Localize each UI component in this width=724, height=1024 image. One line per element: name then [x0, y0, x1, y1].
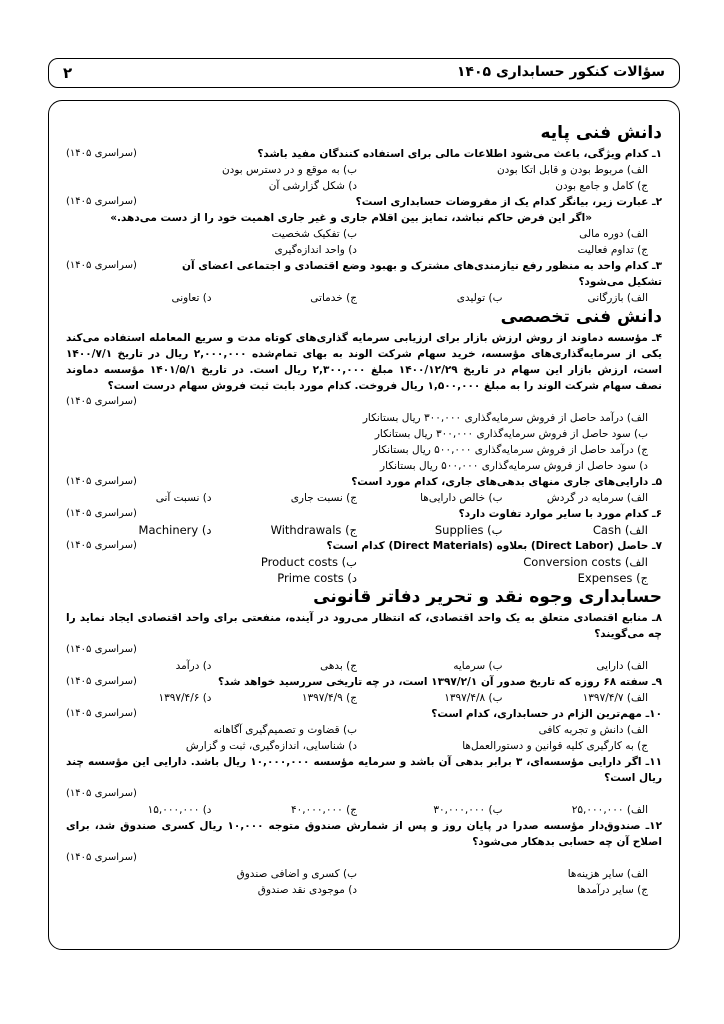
options-row — [66, 242, 662, 258]
section-title-specialized: دانش فنی تخصصی — [500, 307, 662, 327]
option-d: د) ۱۵,۰۰۰,۰۰۰ — [147, 804, 212, 816]
option-b: ب) Product costs — [260, 555, 357, 569]
option-c: ج) بدهی — [320, 660, 357, 672]
option-a: الف) Cash — [592, 523, 648, 537]
option-a: الف) سایر هزینه‌ها — [567, 868, 648, 880]
option-d: د) ۱۳۹۷/۴/۶ — [158, 692, 212, 704]
option-b: ب) سود حاصل از فروش سرمایه‌گذاری ۳۰۰,۰۰۰ ریال بستانکار — [374, 428, 648, 440]
question-text: ۲ـ عبارت زیر، بیانگر کدام یک از مفروضات حسابداری است؟ — [355, 196, 662, 208]
option-d: د) شناسایی، اندازه‌گیری، ثبت و گزارش — [185, 740, 357, 752]
question-text: ۸ـ منابع اقتصادی متعلق به یک واحد اقتصادی، که انتظار می‌رود در آینده، منفعتی برای واحد اقتصادی ایجاد نماید را چه می‌گویند؟ — [66, 612, 662, 640]
option-a: الف) بازرگانی — [587, 292, 648, 304]
option-c: ج) Withdrawals — [270, 523, 357, 537]
question-text: ۴ـ مؤسسه دماوند از روش ارزش بازار برای ارزیابی سرمایه گذاری‌های کوتاه مدت و سریع المعامله استفاده می‌کند یکی از سرمایه‌گذاری‌های مؤسسه، خرید سهام شرکت الوند به بهای تمام‌شده ۲,۰۰۰,۰۰۰ ریال در تاریخ ۱۴۰۰/۷/۱ است، ارزش بازار این سهام در تاریخ ۱۴۰۰/۱۲/۲۹ مبلغ ۲,۳۰۰,۰۰۰ ریال است. در تاریخ ۱۴۰۱/۵/۱ مؤسسه دماوند نصف سهام شرکت الوند را به مبلغ ۱,۵۰۰,۰۰۰ ریال فروخت. کدام مورد بابت ثبت فروش سهام درست است؟ — [66, 332, 662, 392]
option-c: ج) درآمد حاصل از فروش سرمایه‌گذاری ۵۰۰,۰۰۰ ریال بستانکار — [373, 444, 648, 456]
exam-tag: (سراسری ۱۴۰۵) — [66, 540, 137, 551]
option-c: ج) خدماتی — [310, 292, 357, 304]
option-a: الف) دارایی — [596, 660, 648, 672]
question-10 — [66, 706, 662, 722]
question-9 — [66, 674, 662, 690]
question-11 — [66, 754, 662, 786]
option-b: ب) ۱۳۹۷/۴/۸ — [444, 692, 503, 704]
option-b: ب) Supplies — [434, 523, 503, 537]
option-a: الف) درآمد حاصل از فروش سرمایه‌گذاری ۳۰۰,۰۰۰ ریال بستانکار — [362, 412, 648, 424]
question-text: ۹ـ سفته ۶۸ روزه که تاریخ صدور آن ۱۳۹۷/۲/۱ است، در چه تاریخی سررسید خواهد شد؟ — [217, 676, 662, 688]
question-text: ۶ـ کدام مورد با سایر موارد تفاوت دارد؟ — [458, 508, 662, 520]
option-c-text: Expenses — [577, 571, 633, 585]
option-a: الف) سرمایه در گردش — [546, 492, 648, 504]
option-b-text: Supplies — [434, 523, 484, 537]
option-a-text: Cash — [592, 523, 622, 537]
option-d: د) تعاونی — [171, 292, 212, 304]
option-c: ج) ۴۰,۰۰۰,۰۰۰ — [290, 804, 357, 816]
option-d: د) شکل گزارشی آن — [268, 180, 357, 192]
option-d: د) Prime costs — [277, 571, 357, 585]
option-c: ج) ۱۳۹۷/۴/۹ — [301, 692, 357, 704]
question-text: ۳ـ کدام واحد به منظور رفع نیازمندی‌های مشترک و بهبود وضع اقتصادی و اجتماعی اعضای آن تشکیل می‌شود؟ — [182, 260, 662, 288]
section-title-cash-accounting: حسابداری وجوه نقد و تحریر دفاتر قانونی — [313, 587, 662, 607]
option-d-text: Prime costs — [277, 571, 344, 585]
option-c: ج) تداوم فعالیت — [577, 244, 648, 256]
options-row — [66, 882, 662, 898]
option-b: ب) کسری و اضافی صندوق — [236, 868, 357, 880]
option-a: الف) ۱۳۹۷/۴/۷ — [582, 692, 648, 704]
option-a-text: Conversion costs — [523, 555, 622, 569]
options-row — [66, 178, 662, 194]
option-a: الف) مربوط بودن و قابل اتکا بودن — [496, 164, 648, 176]
exam-tag: (سراسری ۱۴۰۵) — [66, 260, 137, 271]
options-row — [66, 570, 662, 586]
page-header — [48, 58, 680, 88]
option-b: ب) سرمایه — [453, 660, 503, 672]
exam-tag: (سراسری ۱۴۰۵) — [66, 708, 137, 719]
options-row — [66, 290, 662, 306]
page-number: ۲ — [63, 64, 73, 82]
option-a: الف) Conversion costs — [523, 555, 648, 569]
exam-tag: (سراسری ۱۴۰۵) — [66, 644, 137, 655]
question-text: ۱۱ـ اگر دارایی مؤسسه‌ای، ۳ برابر بدهی آن باشد و سرمایه مؤسسه ۱۰,۰۰۰,۰۰۰ ریال باشد. دارایی این مؤسسه چند ریال است؟ — [66, 756, 663, 784]
option-a: الف) دوره مالی — [579, 228, 648, 240]
content — [66, 122, 662, 898]
option-d: د) Machinery — [138, 523, 212, 537]
option-b: ب) خالص دارایی‌ها — [420, 492, 503, 504]
question-3 — [66, 258, 662, 290]
option-b: ب) تولیدی — [456, 292, 503, 304]
option-c: ج) سایر درآمدها — [577, 884, 648, 896]
options-row — [66, 522, 662, 538]
options-row — [66, 866, 662, 882]
options-row — [66, 226, 662, 242]
question-12 — [66, 818, 662, 850]
question-quote: «اگر این فرض حاکم نباشد، تمایز بین اقلام جاری و غیر جاری اهمیت خود را از دست می‌دهد.» — [110, 212, 592, 224]
question-text: ۱۲ـ صندوق‌دار مؤسسه صدرا در پایان روز و پس از شمارش صندوق متوجه ۱۰,۰۰۰ ریال کسری صندوق شد، برای اصلاح آن چه حسابی بدهکار می‌شود؟ — [66, 820, 662, 848]
option-d-text: Machinery — [138, 523, 199, 537]
options-row — [66, 554, 662, 570]
options-row — [66, 162, 662, 178]
options-row — [66, 722, 662, 738]
exam-tag: (سراسری ۱۴۰۵) — [66, 788, 137, 799]
question-5 — [66, 474, 662, 490]
option-d: د) درآمد — [175, 660, 212, 672]
question-text: ۱ـ کدام ویژگی، باعث می‌شود اطلاعات مالی برای استفاده کنندگان مفید باشد؟ — [257, 148, 662, 160]
section-title-basic: دانش فنی پایه — [540, 123, 662, 143]
option-b: ب) ۳۰,۰۰۰,۰۰۰ — [433, 804, 503, 816]
question-6 — [66, 506, 662, 522]
option-b-text: Product costs — [260, 555, 339, 569]
exam-tag: (سراسری ۱۴۰۵) — [66, 852, 137, 863]
question-2 — [66, 194, 662, 210]
exam-tag: (سراسری ۱۴۰۵) — [66, 148, 137, 159]
options-row — [66, 738, 662, 754]
option-c: ج) Expenses — [577, 571, 648, 585]
question-8 — [66, 610, 662, 642]
exam-tag: (سراسری ۱۴۰۵) — [66, 196, 137, 207]
option-a: الف) دانش و تجربه کافی — [538, 724, 648, 736]
option-b: ب) به موقع و در دسترس بودن — [221, 164, 357, 176]
options-row — [66, 802, 662, 818]
question-4 — [66, 330, 662, 394]
option-c: ج) کامل و جامع بودن — [555, 180, 648, 192]
option-b: ب) تفکیک شخصیت — [271, 228, 357, 240]
exam-tag: (سراسری ۱۴۰۵) — [66, 476, 137, 487]
exam-tag: (سراسری ۱۴۰۵) — [66, 396, 137, 407]
option-d: د) موجودی نقد صندوق — [257, 884, 357, 896]
exam-tag: (سراسری ۱۴۰۵) — [66, 676, 137, 687]
option-d: د) سود حاصل از فروش سرمایه‌گذاری ۵۰۰,۰۰۰ ریال بستانکار — [380, 460, 648, 472]
question-text: ۱۰ـ مهم‌ترین الزام در حسابداری، کدام است؟ — [431, 708, 662, 720]
exam-tag: (سراسری ۱۴۰۵) — [66, 508, 137, 519]
options-row — [66, 490, 662, 506]
options-row — [66, 658, 662, 674]
option-c: ج) نسبت جاری — [290, 492, 357, 504]
option-c-text: Withdrawals — [270, 523, 342, 537]
option-a: الف) ۲۵,۰۰۰,۰۰۰ — [571, 804, 648, 816]
options-row — [66, 690, 662, 706]
option-c: ج) به کارگیری کلیه قوانین و دستورالعمل‌ها — [462, 740, 648, 752]
question-text: ۷ـ حاصل (Direct Labor) بعلاوه (Direct Materials) کدام است؟ — [326, 540, 662, 552]
question-1 — [66, 146, 662, 162]
option-d: د) واحد اندازه‌گیری — [274, 244, 357, 256]
header-title: سؤالات کنکور حسابداری ۱۴۰۵ — [456, 64, 665, 80]
question-text: ۵ـ دارایی‌های جاری منهای بدهی‌های جاری، کدام مورد است؟ — [351, 476, 662, 488]
option-d: د) نسبت آنی — [155, 492, 212, 504]
option-b: ب) قضاوت و تصمیم‌گیری آگاهانه — [213, 724, 357, 736]
question-7 — [66, 538, 662, 554]
